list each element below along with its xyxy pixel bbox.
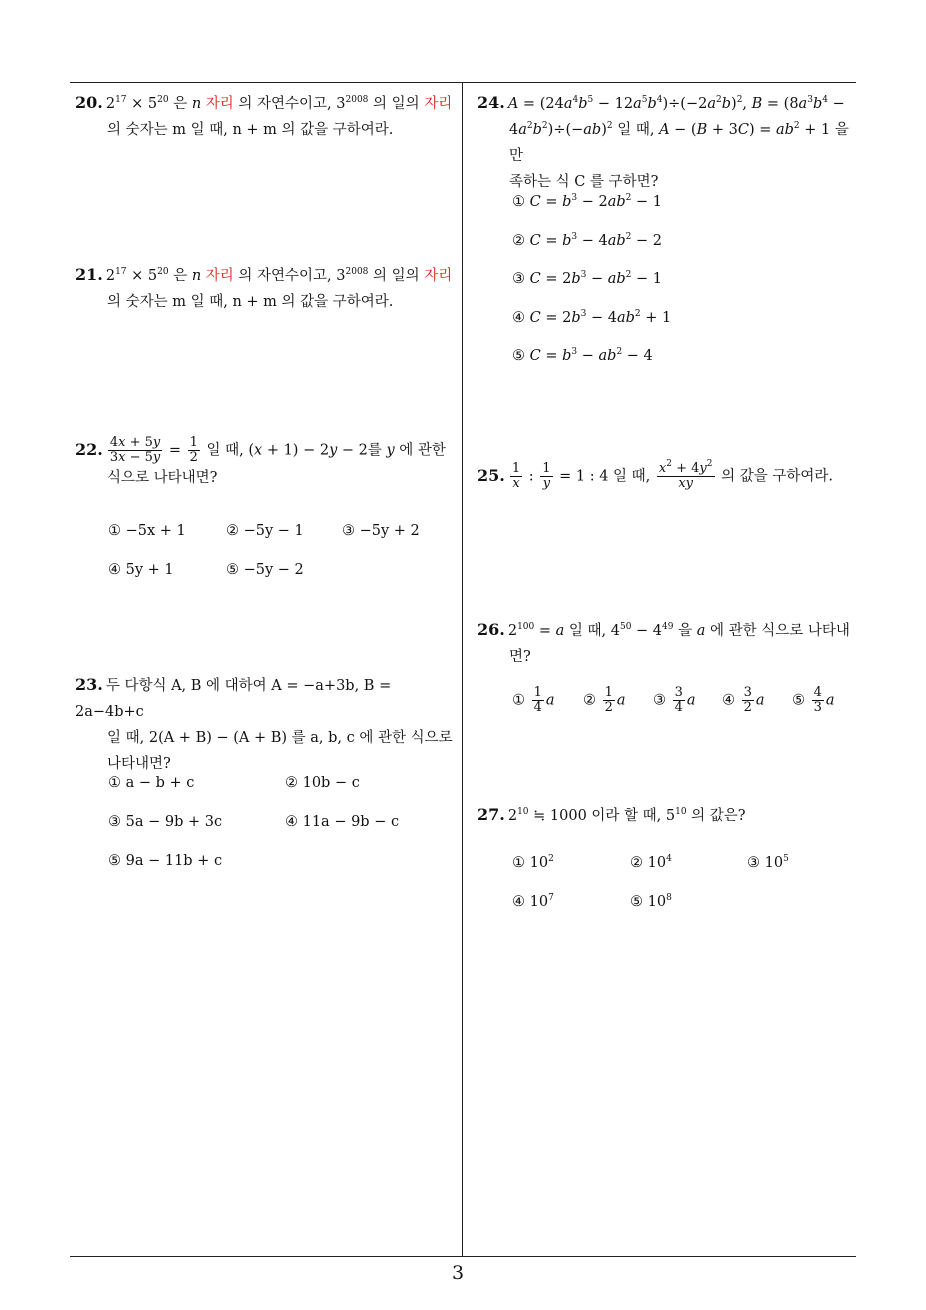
choice-1[interactable]: ① $C = b^3 - 2ab^2 - 1$ bbox=[512, 193, 662, 210]
choice-2[interactable]: ② 10b − c bbox=[285, 775, 360, 791]
question-number: 24. bbox=[477, 93, 505, 112]
choice-1[interactable]: ① a − b + c bbox=[108, 775, 195, 791]
question-text: 면? bbox=[509, 649, 531, 665]
choice-4[interactable]: ④ $10^7$ bbox=[512, 893, 554, 910]
question-25: 25. $\frac{1}{x}$ : $\frac{1}{y}$ = 1 : 4 일 때, $\frac{x^2 + 4y^2}{xy}$ 의 값을 구하여라. bbox=[477, 459, 833, 491]
choice-1[interactable]: ① $\frac{1}{4}$ a bbox=[512, 685, 555, 715]
question-27: 27. $2^{10}$ ≒ 1000 이라 할 때, $5^{10}$ 의 값은? bbox=[477, 805, 746, 824]
question-text: 일 때, 2(A + B) − (A + B) 를 a, b, c 에 관한 식으로 bbox=[107, 730, 453, 746]
question-number: 27. bbox=[477, 805, 505, 824]
question-26: 26. $2^{100} = a$ 일 때, $4^{50} - 4^{49}$ 을 a 에 관한 식으로 나타내 면? bbox=[477, 617, 862, 670]
choice-2[interactable]: ② $\frac{1}{2}$ a bbox=[583, 685, 626, 715]
choice-2[interactable]: ② −5y − 1 bbox=[226, 523, 304, 539]
question-text: 의 숫자는 m 일 때, n + m 의 값을 구하여라. bbox=[107, 294, 394, 310]
choice-2[interactable]: ② $C = b^3 - 4ab^2 - 2$ bbox=[512, 232, 662, 249]
question-text: 두 다항식 A, B 에 대하여 A = −a+3b, B = 2a−4b+c bbox=[75, 678, 392, 720]
choice-3[interactable]: ③ $10^5$ bbox=[747, 854, 789, 871]
question-number: 20. bbox=[75, 93, 103, 112]
choice-4[interactable]: ④ $C = 2b^3 - 4ab^2 + 1$ bbox=[512, 309, 672, 326]
choice-3[interactable]: ③ 5a − 9b + 3c bbox=[108, 814, 223, 830]
choice-1[interactable]: ① −5x + 1 bbox=[108, 523, 186, 539]
choice-4[interactable]: ④ 5y + 1 bbox=[108, 562, 174, 578]
question-text: 의 숫자는 m 일 때, n + m 의 값을 구하여라. bbox=[107, 122, 394, 138]
choice-5[interactable]: ⑤ $10^8$ bbox=[630, 893, 672, 910]
question-24: 24. $A = (24a^4b^5 - 12a^5b^4)\div(-2a^2b)^2$, $B = (8a^3b^4$ − $4a^2b^2)\div(-ab)^2$ 일 때, $A - (B + 3C) = ab^2 + 1$ 을 만 족하는 식 C 를 구하면? bbox=[477, 90, 862, 195]
question-21: 21. $2^{17} \times 5^{20}$ 은 n 자리 의 자연수이고, $3^{2008}$ 의 일의 자리 의 숫자는 m 일 때, n + m 의 값을 구하여라. bbox=[75, 262, 460, 315]
choice-4[interactable]: ④ $\frac{3}{2}$ a bbox=[722, 685, 765, 715]
question-number: 26. bbox=[477, 620, 505, 639]
column-divider bbox=[462, 82, 463, 1257]
choice-2[interactable]: ② $10^4$ bbox=[630, 854, 672, 871]
choice-4[interactable]: ④ 11a − 9b − c bbox=[285, 814, 400, 830]
choice-5[interactable]: ⑤ −5y − 2 bbox=[226, 562, 304, 578]
question-text: 족하는 식 C 를 구하면? bbox=[509, 174, 659, 190]
question-text: 나타내면? bbox=[107, 756, 171, 772]
choice-5[interactable]: ⑤ 9a − 11b + c bbox=[108, 853, 223, 869]
choice-5[interactable]: ⑤ $C = b^3 - ab^2 - 4$ bbox=[512, 347, 653, 364]
choice-3[interactable]: ③ $C = 2b^3 - ab^2 - 1$ bbox=[512, 270, 662, 287]
question-number: 21. bbox=[75, 265, 103, 284]
page-number: 3 bbox=[452, 1262, 465, 1284]
bottom-rule bbox=[70, 1256, 856, 1257]
question-20: 20. $2^{17} \times 5^{20}$ 은 n 자리 의 자연수이고, $3^{2008}$ 의 일의 자리 의 숫자는 m 일 때, n + m 의 값을 구하여라. bbox=[75, 90, 460, 143]
question-number: 25. bbox=[477, 465, 505, 485]
choice-1[interactable]: ① $10^2$ bbox=[512, 854, 554, 871]
choice-3[interactable]: ③ −5y + 2 bbox=[342, 523, 420, 539]
question-number: 23. bbox=[75, 675, 103, 694]
question-number: 22. bbox=[75, 439, 103, 459]
question-text: 식으로 나타내면? bbox=[107, 470, 218, 486]
choice-5[interactable]: ⑤ $\frac{4}{3}$ a bbox=[792, 685, 835, 715]
question-22: 22. $\frac{4x + 5y}{3x - 5y}$ = $\frac{1}{2}$ 일 때, (x + 1) − 2y − 2를 y 에 관한 식으로 나타내면? bbox=[75, 436, 460, 491]
choice-3[interactable]: ③ $\frac{3}{4}$ a bbox=[653, 685, 696, 715]
question-23 bbox=[75, 672, 460, 777]
